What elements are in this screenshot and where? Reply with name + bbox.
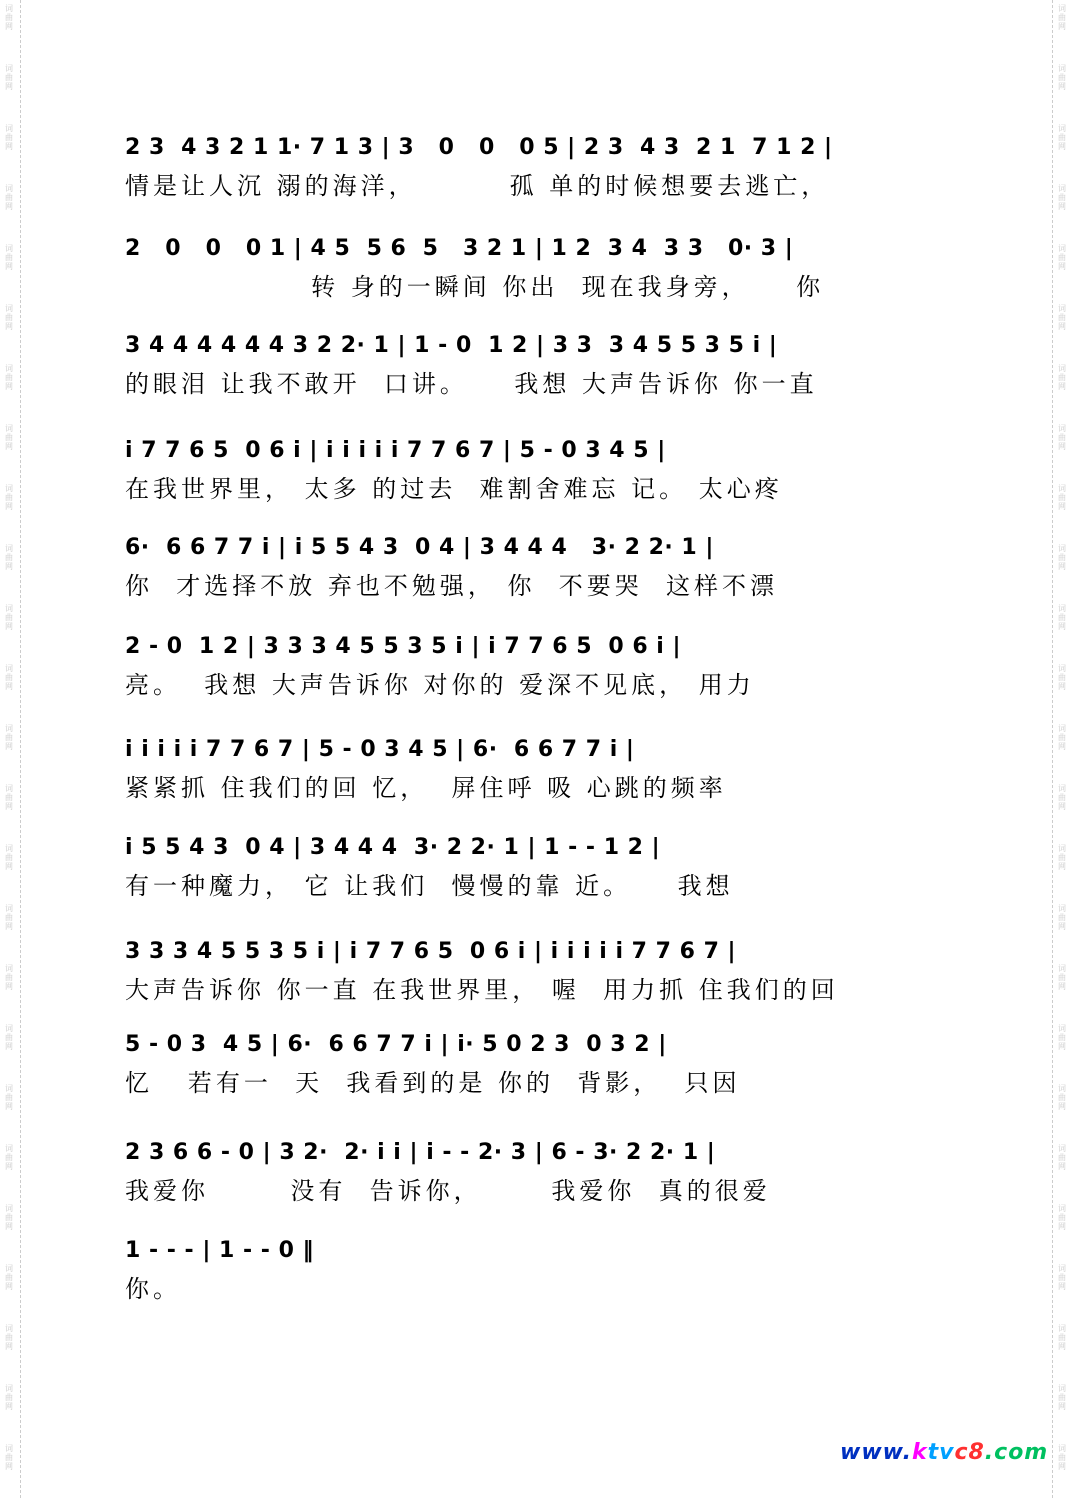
watermark-text: 词 曲 网 [1058, 244, 1066, 271]
watermark-text: 词 曲 网 [5, 784, 13, 811]
footer-k: k [911, 1440, 928, 1465]
watermark-text: 词 曲 网 [1058, 604, 1066, 631]
jianpu-notes: i 7 7 6 5 0 6 i | i i i i i 7 7 6 7 | 5 - 0 3 4 5 | [125, 438, 666, 463]
watermark-text: 词 曲 网 [1058, 724, 1066, 751]
lyrics-line: 你。 [125, 1275, 181, 1303]
jianpu-notes: 3 3 3 4 5 5 3 5 i | i 7 7 6 5 0 6 i | i i i i i 7 7 6 7 | [125, 939, 737, 964]
lyrics-line: 有一种魔力， 它 让我们 慢慢的靠 近。 我想 [125, 872, 734, 900]
watermark-text: 词 曲 网 [1058, 844, 1066, 871]
score-system [125, 234, 955, 324]
watermark-text: 词 曲 网 [1058, 784, 1066, 811]
watermark-text: 词 曲 网 [5, 1204, 13, 1231]
watermark-text: 词 曲 网 [5, 424, 13, 451]
jianpu-notes: 5 - 0 3 4 5 | 6· 6 6 7 7 i | i· 5 0 2 3 0 3 2 | [125, 1032, 667, 1057]
jianpu-notes: 6· 6 6 7 7 i | i 5 5 4 3 0 4 | 3 4 4 4 3· 2 2· 1 | [125, 535, 714, 560]
jianpu-notes: i i i i i 7 7 6 7 | 5 - 0 3 4 5 | 6· 6 6 7 7 i | [125, 737, 635, 762]
score-system [125, 632, 955, 722]
right-watermark-strip [1052, 0, 1073, 1498]
watermark-text: 词 曲 网 [5, 664, 13, 691]
watermark-text: 词 曲 网 [5, 244, 13, 271]
jianpu-notes: 3 4 4 4 4 4 4 3 2 2· 1 | 1 - 0 1 2 | 3 3 3 4 5 5 3 5 i | [125, 333, 778, 358]
jianpu-notes: 2 - 0 1 2 | 3 3 3 4 5 5 3 5 i | i 7 7 6 5 0 6 i | [125, 634, 682, 659]
watermark-text: 词 曲 网 [1058, 4, 1066, 31]
watermark-text: 词 曲 网 [1058, 964, 1066, 991]
watermark-text: 词 曲 网 [5, 484, 13, 511]
watermark-text: 词 曲 网 [5, 544, 13, 571]
watermark-text: 词 曲 网 [5, 304, 13, 331]
score-system [125, 735, 955, 825]
watermark-text: 词 曲 网 [1058, 1084, 1066, 1111]
score-system [125, 533, 955, 623]
watermark-text: 词 曲 网 [1058, 904, 1066, 931]
score-system [125, 331, 955, 421]
lyrics-line: 的眼泪 让我不敢开 口讲。 我想 大声告诉你 你一直 [125, 370, 818, 398]
watermark-text: 词 曲 网 [5, 964, 13, 991]
watermark-text: 词 曲 网 [5, 724, 13, 751]
watermark-text: 词 曲 网 [5, 64, 13, 91]
watermark-text: 词 曲 网 [1058, 184, 1066, 211]
watermark-text: 词 曲 网 [1058, 424, 1066, 451]
score-system [125, 133, 955, 223]
watermark-text: 词 曲 网 [1058, 1324, 1066, 1351]
watermark-text: 词 曲 网 [5, 1324, 13, 1351]
watermark-text: 词 曲 网 [5, 1144, 13, 1171]
lyrics-line: 大声告诉你 你一直 在我世界里， 喔 用力抓 住我们的回 [125, 976, 839, 1004]
watermark-text: 词 曲 网 [1058, 304, 1066, 331]
watermark-text: 词 曲 网 [1058, 1264, 1066, 1291]
score-system [125, 436, 955, 526]
watermark-text: 词 曲 网 [5, 1384, 13, 1411]
watermark-text: 词 曲 网 [1058, 1144, 1066, 1171]
jianpu-notes: 2 3 6 6 - 0 | 3 2· 2· i i | i - - 2· 3 | 6 - 3· 2 2· 1 | [125, 1140, 716, 1165]
lyrics-line: 紧紧抓 住我们的回 忆， 屏住呼 吸 心跳的频率 [125, 774, 727, 802]
watermark-text: 词 曲 网 [5, 1024, 13, 1051]
footer-tv: tv [927, 1440, 955, 1465]
watermark-text: 词 曲 网 [5, 124, 13, 151]
watermark-text: 词 曲 网 [5, 364, 13, 391]
jianpu-notes: 2 3 4 3 2 1 1· 7 1 3 | 3 0 0 0 5 | 2 3 4 3 2 1 7 1 2 | [125, 135, 833, 160]
lyrics-line: 我爱你 没有 告诉你， 我爱你 真的很爱 [125, 1177, 771, 1205]
lyrics-line: 在我世界里， 太多 的过去 难割舍难忘 记。 太心疼 [125, 475, 783, 503]
watermark-text: 词 曲 网 [5, 1264, 13, 1291]
lyrics-line: 情是让人沉 溺的海洋， 孤 单的时候想要去逃亡， [125, 172, 830, 200]
footer-www: www. [840, 1440, 912, 1465]
lyrics-line: 亮。 我想 大声告诉你 对你的 爱深不见底， 用力 [125, 671, 755, 699]
score-system [125, 937, 955, 1027]
site-footer[interactable] [840, 1440, 1048, 1465]
lyrics-line: 转 身的一瞬间 你出 现在我身旁， 你 [125, 273, 825, 301]
watermark-text: 词 曲 网 [5, 1084, 13, 1111]
watermark-text: 词 曲 网 [5, 604, 13, 631]
watermark-text: 词 曲 网 [1058, 1444, 1066, 1471]
watermark-text: 词 曲 网 [5, 844, 13, 871]
lyrics-line: 你 才选择不放 弃也不勉强， 你 不要哭 这样不漂 [125, 572, 779, 600]
watermark-text: 词 曲 网 [5, 184, 13, 211]
lyrics-line: 忆 若有一 天 我看到的是 你的 背影， 只因 [125, 1069, 741, 1097]
footer-c8: c8 [954, 1440, 985, 1465]
score-system [125, 1030, 955, 1120]
watermark-text: 词 曲 网 [5, 4, 13, 31]
watermark-text: 词 曲 网 [1058, 1204, 1066, 1231]
watermark-text: 词 曲 网 [1058, 364, 1066, 391]
jianpu-notes: 1 - - - | 1 - - 0 ‖ [125, 1238, 315, 1263]
watermark-text: 词 曲 网 [5, 904, 13, 931]
watermark-text: 词 曲 网 [1058, 484, 1066, 511]
left-watermark-strip [0, 0, 21, 1498]
jianpu-notes: 2 0 0 0 1 | 4 5 5 6 5 3 2 1 | 1 2 3 4 3 3 0· 3 | [125, 236, 794, 261]
score-system [125, 1236, 955, 1326]
score-system [125, 1138, 955, 1228]
score-system [125, 833, 955, 923]
watermark-text: 词 曲 网 [1058, 544, 1066, 571]
watermark-text: 词 曲 网 [1058, 1384, 1066, 1411]
watermark-text: 词 曲 网 [1058, 64, 1066, 91]
watermark-text: 词 曲 网 [1058, 664, 1066, 691]
watermark-text: 词 曲 网 [1058, 124, 1066, 151]
jianpu-notes: i 5 5 4 3 0 4 | 3 4 4 4 3· 2 2· 1 | 1 - - 1 2 | [125, 835, 661, 860]
footer-com: .com [984, 1440, 1049, 1465]
watermark-text: 词 曲 网 [1058, 1024, 1066, 1051]
watermark-text: 词 曲 网 [5, 1444, 13, 1471]
